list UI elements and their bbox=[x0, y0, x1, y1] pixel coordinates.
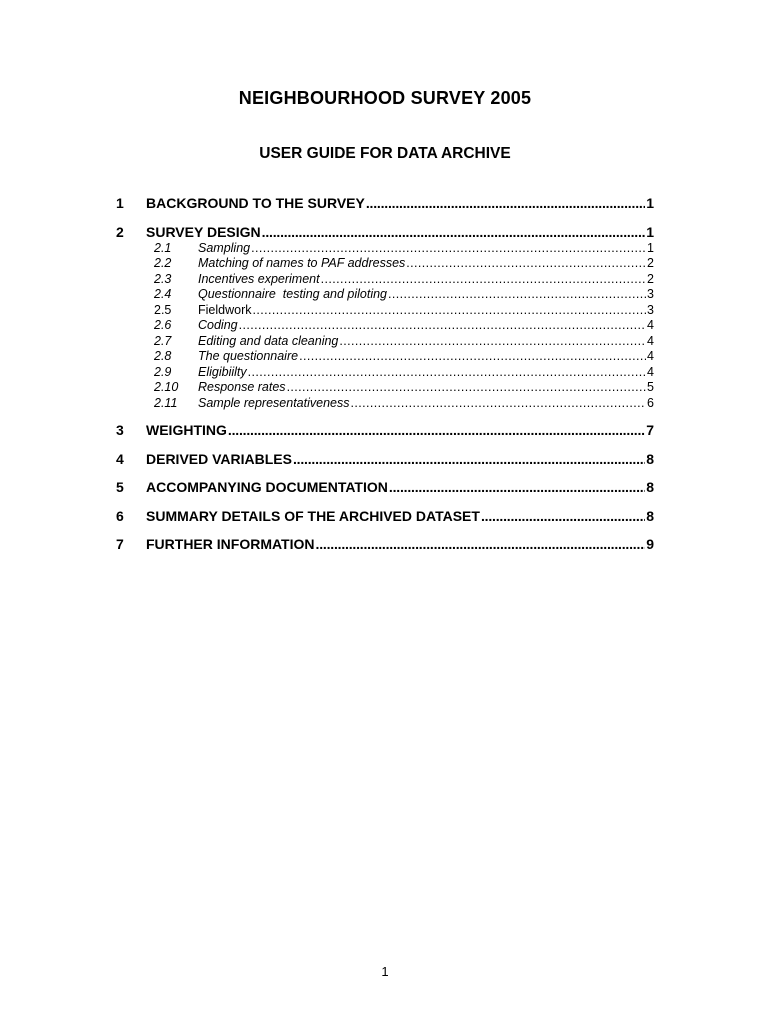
toc-entry-page: 6 bbox=[647, 395, 654, 410]
document-title: NEIGHBOURHOOD SURVEY 2005 bbox=[238, 88, 532, 108]
toc-entry-7[interactable] bbox=[116, 535, 654, 564]
toc-entry-number: 4 bbox=[116, 450, 124, 467]
toc-entry-title: Coding bbox=[198, 318, 238, 332]
toc-entry-2-1[interactable] bbox=[116, 241, 654, 257]
toc-leader-dots bbox=[299, 349, 646, 365]
toc-entry-number: 2.2 bbox=[154, 256, 172, 270]
toc-leader-dots bbox=[388, 287, 646, 303]
toc-entry-page: 4 bbox=[647, 364, 654, 379]
toc-entry-title: Fieldwork bbox=[198, 302, 252, 317]
toc-entry-page: 1 bbox=[646, 223, 654, 240]
toc-leader-dots bbox=[228, 421, 645, 439]
toc-entry-4[interactable] bbox=[116, 450, 654, 479]
toc-entry-page: 2 bbox=[647, 256, 654, 270]
toc-leader-dots bbox=[293, 450, 645, 468]
toc-entry-title: Response rates bbox=[198, 380, 286, 394]
toc-entry-title: The questionnaire bbox=[198, 349, 299, 363]
toc-entry-2-10[interactable] bbox=[116, 380, 654, 396]
toc-entry-number: 2.11 bbox=[154, 395, 178, 410]
toc-entry-title: ACCOMPANYING DOCUMENTATION bbox=[146, 479, 388, 495]
toc-entry-number: 7 bbox=[116, 536, 124, 552]
toc-leader-dots bbox=[239, 318, 646, 334]
toc-entry-number: 2.6 bbox=[154, 318, 172, 332]
toc-entry-2-7[interactable] bbox=[116, 334, 654, 350]
toc-entry-2-5[interactable] bbox=[116, 303, 654, 319]
toc-entry-title: WEIGHTING bbox=[146, 422, 227, 438]
toc-entry-title: FURTHER INFORMATION bbox=[146, 536, 315, 552]
toc-entry-page: 7 bbox=[646, 422, 654, 438]
toc-entry-2-2[interactable] bbox=[116, 256, 654, 272]
toc-entry-title: Sample representativeness bbox=[198, 395, 350, 410]
toc-leader-dots bbox=[248, 365, 646, 381]
toc-entry-2-3[interactable] bbox=[116, 272, 654, 288]
toc-entry-page: 4 bbox=[647, 349, 654, 363]
toc-entry-number: 2 bbox=[116, 223, 124, 240]
toc-entry-page: 1 bbox=[647, 240, 654, 255]
toc-entry-page: 3 bbox=[647, 302, 654, 317]
toc-leader-dots bbox=[389, 478, 645, 496]
toc-entry-number: 5 bbox=[116, 479, 124, 495]
toc-entry-number: 1 bbox=[116, 195, 124, 211]
toc-entry-page: 2 bbox=[647, 271, 654, 286]
toc-entry-number: 2.10 bbox=[154, 380, 179, 394]
toc-leader-dots bbox=[251, 241, 646, 257]
toc-entry-page: 9 bbox=[646, 536, 654, 552]
toc-leader-dots bbox=[339, 334, 646, 350]
toc-leader-dots bbox=[321, 272, 646, 288]
toc-entry-title: Matching of names to PAF addresses bbox=[198, 256, 406, 270]
toc-subsections-2 bbox=[116, 241, 654, 412]
toc-entry-number: 6 bbox=[116, 507, 124, 524]
toc-entry-number: 2.7 bbox=[154, 333, 172, 348]
toc-entry-page: 4 bbox=[647, 333, 654, 348]
toc-leader-dots bbox=[253, 303, 647, 319]
toc-entry-title: Incentives experiment bbox=[198, 271, 320, 286]
toc-entry-2-9[interactable] bbox=[116, 365, 654, 381]
toc-entry-2-4[interactable] bbox=[116, 287, 654, 303]
toc-entry-title: Questionnaire testing and piloting bbox=[198, 287, 388, 301]
toc-entry-title: SUMMARY DETAILS OF THE ARCHIVED DATASET bbox=[146, 507, 480, 524]
document-subtitle: USER GUIDE FOR DATA ARCHIVE bbox=[259, 145, 511, 162]
toc-leader-dots bbox=[366, 194, 645, 212]
toc-entry-page: 5 bbox=[647, 380, 654, 394]
toc-entry-page: 1 bbox=[646, 195, 654, 211]
toc-entry-number: 2.3 bbox=[154, 271, 172, 286]
toc-entry-page: 8 bbox=[646, 450, 654, 467]
toc-leader-dots bbox=[481, 507, 645, 525]
table-of-contents bbox=[116, 194, 654, 564]
toc-entry-2-11[interactable] bbox=[116, 396, 654, 412]
toc-leader-dots bbox=[262, 223, 646, 241]
toc-leader-dots bbox=[287, 380, 646, 396]
toc-entry-2[interactable] bbox=[116, 223, 654, 241]
toc-entry-title: BACKGROUND TO THE SURVEY bbox=[146, 195, 365, 211]
toc-entry-title: DERIVED VARIABLES bbox=[146, 450, 292, 467]
toc-entry-3[interactable] bbox=[116, 421, 654, 450]
toc-entry-page: 3 bbox=[647, 287, 654, 301]
toc-entry-page: 8 bbox=[646, 507, 654, 524]
toc-entry-number: 2.5 bbox=[154, 302, 172, 317]
toc-leader-dots bbox=[350, 396, 646, 412]
toc-entry-number: 2.9 bbox=[154, 364, 172, 379]
toc-entry-number: 2.1 bbox=[154, 240, 172, 255]
toc-entry-2-6[interactable] bbox=[116, 318, 654, 334]
toc-entry-page: 4 bbox=[647, 318, 654, 332]
toc-entry-2-8[interactable] bbox=[116, 349, 654, 365]
toc-entry-number: 2.4 bbox=[154, 287, 172, 301]
toc-entry-page: 8 bbox=[646, 479, 654, 495]
toc-entry-title: SURVEY DESIGN bbox=[146, 223, 261, 240]
toc-entry-title: Editing and data cleaning bbox=[198, 333, 339, 348]
toc-entry-1[interactable] bbox=[116, 194, 654, 223]
toc-entry-title: Sampling bbox=[198, 240, 251, 255]
toc-leader-dots bbox=[316, 535, 646, 553]
toc-entry-number: 2.8 bbox=[154, 349, 172, 363]
toc-leader-dots bbox=[406, 256, 646, 272]
toc-entry-number: 3 bbox=[116, 422, 124, 438]
toc-entry-6[interactable] bbox=[116, 507, 654, 536]
toc-entry-5[interactable] bbox=[116, 478, 654, 507]
page-number: 1 bbox=[381, 964, 389, 979]
toc-entry-title: Eligibiilty bbox=[198, 364, 247, 379]
